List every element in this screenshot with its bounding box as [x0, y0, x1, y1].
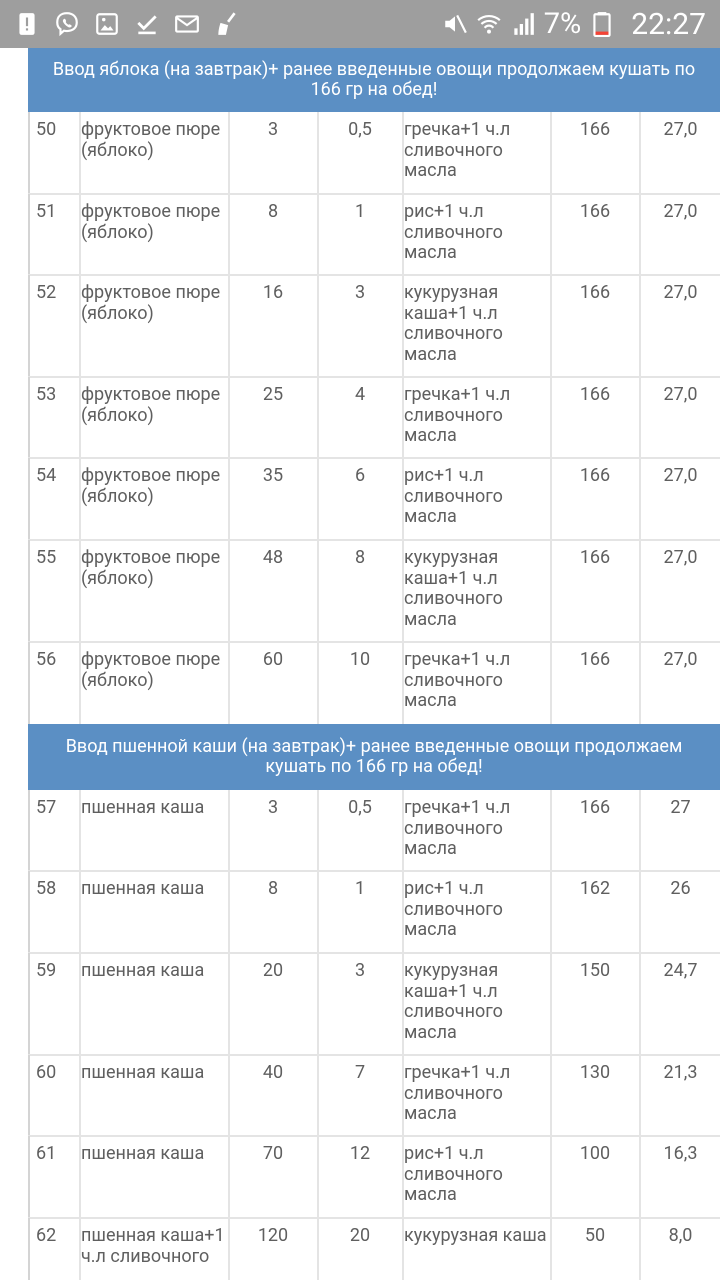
- cell-value: 26: [670, 878, 691, 899]
- cell-grams: 16: [262, 282, 284, 303]
- cell-ml: 1: [354, 201, 366, 222]
- cell-dinner: кукурузная каша: [404, 1225, 547, 1246]
- mute-icon: [442, 11, 468, 37]
- status-bar: [0, 0, 720, 48]
- cell-grams: 70: [262, 1143, 284, 1164]
- cell-value: 27,0: [663, 649, 698, 670]
- notification-icons: [14, 0, 240, 48]
- signal-icon: [510, 11, 536, 37]
- table-row: [28, 540, 720, 642]
- cell-day: 57: [36, 797, 57, 818]
- cell-ml: 0,5: [348, 797, 372, 818]
- cell-ml: 3: [354, 960, 366, 981]
- cell-value: 21,3: [663, 1062, 698, 1083]
- clean-broom-icon: [214, 11, 240, 37]
- cell-dinner: рис+1 ч.л сливочного масла: [404, 465, 503, 527]
- cell-day: 51: [36, 201, 57, 222]
- table-row: [28, 871, 720, 953]
- cell-dinner: рис+1 ч.л сливочного масла: [404, 201, 503, 263]
- viber-icon: [54, 11, 80, 37]
- cell-product: фруктовое пюре (яблоко): [81, 201, 221, 243]
- cell-ml: 1: [354, 878, 366, 899]
- cell-ml: 6: [354, 465, 366, 486]
- cell-dinner: кукурузная каша+1 ч.л сливочного масла: [404, 282, 503, 365]
- cell-dinner: кукурузная каша+1 ч.л сливочного масла: [404, 547, 503, 630]
- cell-grams: 8: [267, 201, 279, 222]
- cell-day: 59: [36, 960, 57, 981]
- clock: 22:27: [631, 6, 706, 42]
- system-status: [442, 0, 706, 48]
- table-row: [28, 458, 720, 540]
- cell-ml: 12: [349, 1143, 371, 1164]
- cell-day: 61: [36, 1143, 57, 1164]
- cell-value: 27,0: [663, 384, 698, 405]
- cell-grams: 35: [262, 465, 284, 486]
- email-icon: [174, 11, 200, 37]
- cell-product: фруктовое пюре (яблоко): [81, 282, 221, 324]
- cell-value: 8,0: [668, 1225, 693, 1246]
- cell-dinner: гречка+1 ч.л сливочного масла: [404, 119, 511, 181]
- cell-product: пшенная каша: [81, 1143, 205, 1164]
- cell-ml: 20: [349, 1225, 371, 1246]
- cell-dinner: гречка+1 ч.л сливочного масла: [404, 797, 511, 859]
- cell-dinner-grams: 166: [579, 649, 611, 670]
- cell-dinner: рис+1 ч.л сливочного масла: [404, 1143, 503, 1205]
- cell-dinner-grams: 150: [579, 960, 611, 981]
- table-row: [28, 1136, 720, 1218]
- cell-grams: 60: [262, 649, 284, 670]
- cell-dinner-grams: 166: [579, 384, 611, 405]
- cell-ml: 0,5: [348, 119, 372, 140]
- cell-product: фруктовое пюре (яблоко): [81, 119, 221, 161]
- cell-grams: 20: [262, 960, 284, 981]
- cell-grams: 48: [262, 547, 284, 568]
- table-row: [28, 642, 720, 724]
- battery-icon: [589, 11, 615, 37]
- section-header-millet: Ввод пшенной каши (на завтрак)+ ранее введенные овощи продолжаем кушать по 166 гр на обед!: [28, 724, 720, 790]
- cell-dinner-grams: 166: [579, 797, 611, 818]
- cell-dinner: гречка+1 ч.л сливочного масла: [404, 384, 511, 446]
- table-row: [28, 953, 720, 1055]
- cell-grams: 40: [262, 1062, 284, 1083]
- cell-value: 27,0: [663, 201, 698, 222]
- cell-dinner-grams: 166: [579, 119, 611, 140]
- table-row: [28, 1055, 720, 1136]
- cell-day: 56: [36, 649, 57, 670]
- cell-grams: 120: [257, 1225, 289, 1246]
- cell-grams: 8: [267, 878, 279, 899]
- cell-value: 16,3: [663, 1143, 698, 1164]
- cell-day: 58: [36, 878, 57, 899]
- cell-dinner: кукурузная каша+1 ч.л сливочного масла: [404, 960, 503, 1043]
- cell-value: 27,0: [663, 282, 698, 303]
- feeding-table-page[interactable]: [0, 48, 720, 1280]
- cell-dinner-grams: 166: [579, 201, 611, 222]
- cell-product: фруктовое пюре (яблоко): [81, 547, 221, 589]
- cell-day: 50: [36, 119, 57, 140]
- cell-dinner-grams: 166: [579, 465, 611, 486]
- cell-product: пшенная каша+1 ч.л сливочного: [81, 1225, 225, 1267]
- cell-value: 24,7: [663, 960, 698, 981]
- cell-dinner: гречка+1 ч.л сливочного масла: [404, 649, 511, 711]
- cell-dinner-grams: 162: [579, 878, 611, 899]
- cell-ml: 7: [354, 1062, 366, 1083]
- download-done-icon: [134, 11, 160, 37]
- cell-day: 62: [36, 1225, 57, 1246]
- section-header-apple: Ввод яблока (на завтрак)+ ранее введенные овощи продолжаем кушать по 166 гр на обед!: [28, 48, 720, 112]
- cell-grams: 3: [267, 797, 279, 818]
- cell-dinner: гречка+1 ч.л сливочного масла: [404, 1062, 511, 1124]
- table-row: [28, 790, 720, 871]
- battery-percent: 7%: [543, 7, 582, 41]
- wifi-icon: [476, 11, 502, 37]
- cell-ml: 4: [354, 384, 366, 405]
- cell-product: фруктовое пюре (яблоко): [81, 384, 221, 426]
- cell-product: пшенная каша: [81, 878, 205, 899]
- cell-dinner: рис+1 ч.л сливочного масла: [404, 878, 503, 940]
- cell-dinner-grams: 166: [579, 547, 611, 568]
- cell-ml: 10: [349, 649, 371, 670]
- cell-product: пшенная каша: [81, 960, 205, 981]
- cell-day: 52: [36, 282, 57, 303]
- cell-product: фруктовое пюре (яблоко): [81, 465, 221, 507]
- cell-product: пшенная каша: [81, 797, 205, 818]
- cell-day: 55: [36, 547, 57, 568]
- cell-value: 27,0: [663, 465, 698, 486]
- table-row: [28, 112, 720, 194]
- table-row: [28, 194, 720, 275]
- cell-grams: 3: [267, 119, 279, 140]
- cell-ml: 3: [354, 282, 366, 303]
- cell-dinner-grams: 130: [579, 1062, 611, 1083]
- cell-value: 27,0: [663, 119, 698, 140]
- cell-day: 60: [36, 1062, 57, 1083]
- cell-day: 54: [36, 465, 57, 486]
- cell-day: 53: [36, 384, 57, 405]
- table-row: [28, 275, 720, 377]
- cell-product: фруктовое пюре (яблоко): [81, 649, 221, 691]
- cell-product: пшенная каша: [81, 1062, 205, 1083]
- cell-value: 27: [670, 797, 691, 818]
- table-row: [28, 1218, 720, 1280]
- cell-dinner-grams: 50: [584, 1225, 606, 1246]
- cell-value: 27,0: [663, 547, 698, 568]
- cell-dinner-grams: 166: [579, 282, 611, 303]
- alert-icon: [14, 11, 40, 37]
- cell-dinner-grams: 100: [579, 1143, 611, 1164]
- cell-grams: 25: [262, 384, 284, 405]
- cell-ml: 8: [354, 547, 366, 568]
- gallery-icon: [94, 11, 120, 37]
- table-row: [28, 377, 720, 458]
